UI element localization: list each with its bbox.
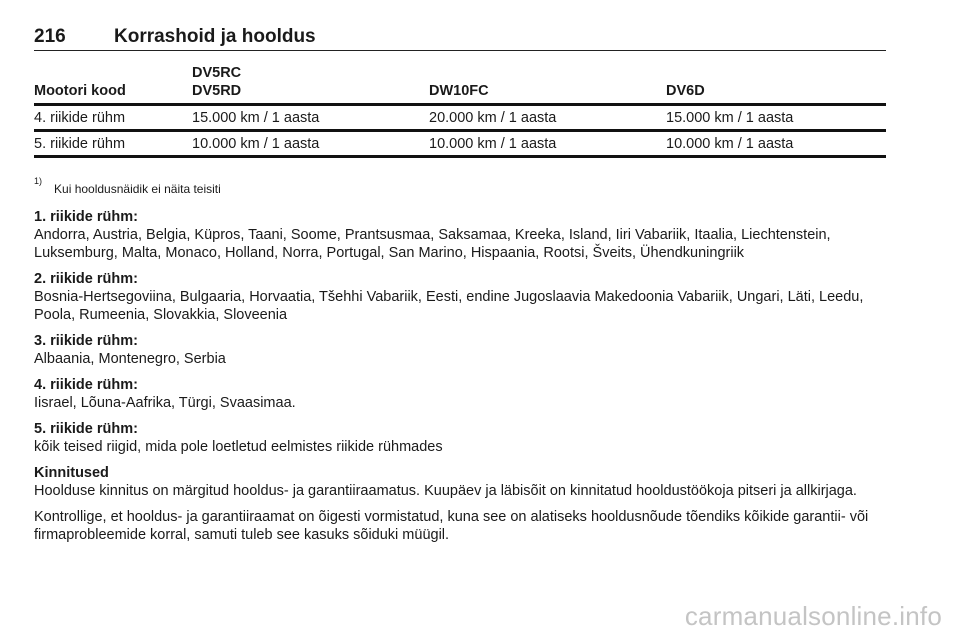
section-title: 2. riikide rühm: [34, 271, 138, 287]
section-title: 5. riikide rühm: [34, 421, 138, 437]
table-cell: 15.000 km / 1 aasta [192, 105, 429, 131]
footnote-marker: 1) [34, 176, 43, 186]
watermark: carmanualsonline.info [684, 601, 942, 631]
section-text: Albaania, Montenegro, Serbia [34, 351, 226, 367]
section-text: kõik teised riigid, mida pole loetletud eelmistes riikide rühmades [34, 439, 443, 455]
section-title: Kinnitused [34, 465, 109, 481]
page-header [34, 26, 886, 51]
section-text: Bosnia-Hertsegoviina, Bulgaaria, Horvaatia, Tšehhi Vabariik, Eesti, endine Jugoslaavia Makedoonia Vabariik, Ungari, Läti, Leedu, Poola, Rumeenia, Slovakkia, Sloveenia [34, 289, 864, 323]
section-title: 4. riikide rühm: [34, 377, 138, 393]
table-row [34, 131, 886, 157]
page-number: 216 [34, 26, 66, 47]
section-text: Andorra, Austria, Belgia, Küpros, Taani, Soome, Prantsusmaa, Saksamaa, Kreeka, Island, Iiri Vabariik, Itaalia, Liechtenstein, Luksemburg, Malta, Monaco, Holland, Norra, Portugal, San Marino, Hispaania, Rootsi, Šveits, Ühendkuningriik [34, 227, 831, 261]
table-row [34, 105, 886, 131]
table-cell: 15.000 km / 1 aasta [666, 105, 886, 131]
closing-paragraph: Kontrollige, et hooldus- ja garantiiraamat on õigesti vormistatud, kuna see on alatiseks hooldusnõude tõendiks kõikide garantii- või firmaprobleemide korral, samuti tuleb see kasuks sõiduki müügil. [34, 509, 869, 543]
section-title: 1. riikide rühm: [34, 209, 138, 225]
table-cell: 4. riikide rühm [34, 105, 192, 131]
section-title: 3. riikide rühm: [34, 333, 138, 349]
engine-code-table [34, 64, 886, 158]
section-group-5 [34, 420, 894, 456]
table-cell: 10.000 km / 1 aasta [666, 131, 886, 157]
table-header-row [34, 64, 886, 105]
page-title: Korrashoid ja hooldus [114, 26, 316, 47]
table-cell: 10.000 km / 1 aasta [192, 131, 429, 157]
column-header: DW10FC [429, 64, 666, 105]
section-text: Iisrael, Lõuna-Aafrika, Türgi, Svaasimaa. [34, 395, 296, 411]
footnote [34, 176, 221, 196]
section-text: Hoolduse kinnitus on märgitud hooldus- ja garantiiraamatus. Kuupäev ja läbisõit on kinnitatud hooldustöökoja pitseri ja allkirjaga. [34, 483, 857, 499]
column-header: DV6D [666, 64, 886, 105]
column-header [192, 64, 429, 105]
section-confirmations [34, 464, 894, 500]
table-cell: 10.000 km / 1 aasta [429, 131, 666, 157]
column-header-line: DV5RC [192, 65, 242, 81]
section-group-1 [34, 208, 894, 262]
column-header-line: DV5RD [192, 83, 242, 99]
footnote-text: Kui hooldusnäidik ei näita teisiti [54, 182, 221, 196]
body-content [34, 208, 894, 552]
section-group-3 [34, 332, 894, 368]
section-group-2 [34, 270, 894, 324]
column-header: Mootori kood [34, 64, 192, 105]
section-group-4 [34, 376, 894, 412]
table-cell: 5. riikide rühm [34, 131, 192, 157]
table-cell: 20.000 km / 1 aasta [429, 105, 666, 131]
